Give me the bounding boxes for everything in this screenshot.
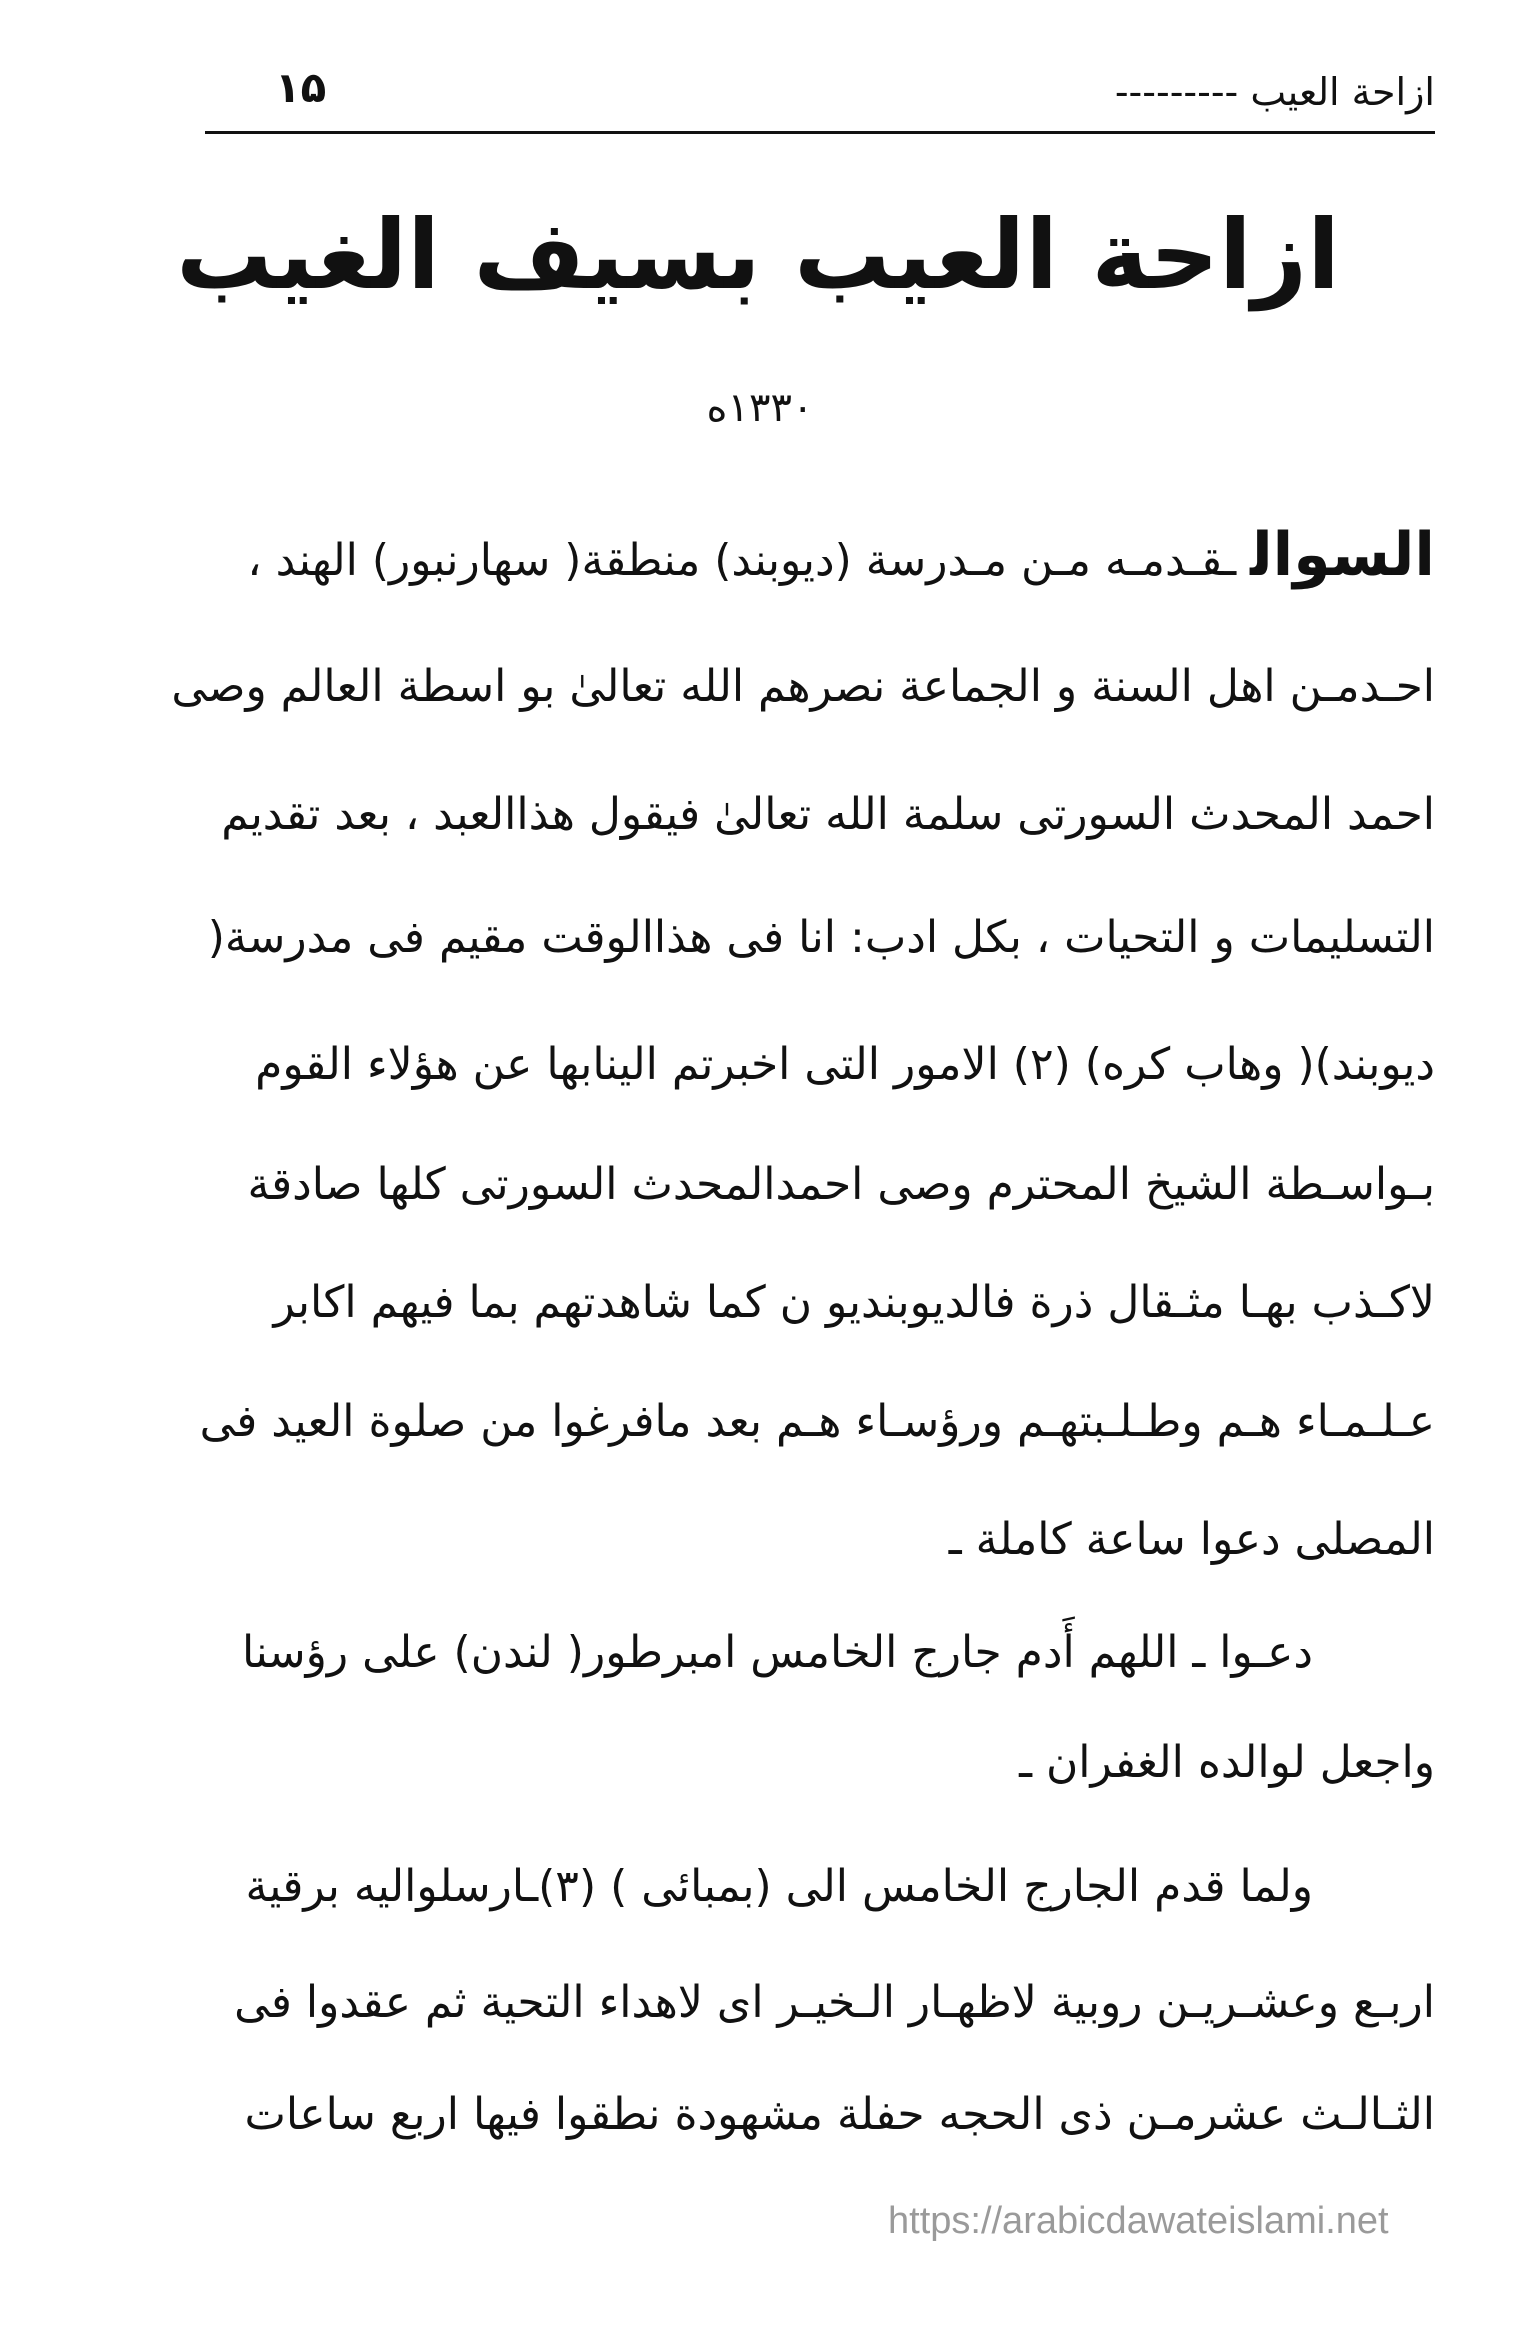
text-line-5: ديوبند)( وهاب كره) (٢) الامور التى اخبرتم الينابها عن هؤلاء القوم [255,1039,1435,1090]
page-header [205,62,1435,130]
text-line-9: المصلى دعوا ساعة كاملة ـ [948,1514,1435,1565]
text-line-4: التسليمات و التحيات ، بكل ادب: انا فى هذاالوقت مقيم فى مدرسة( [207,912,1435,963]
text-line-2: احـدمـن اهل السنة و الجماعة نصرهم الله تعالىٰ بو اسطة العالم وصى [171,661,1435,712]
page-number: ۱۵ [275,63,327,112]
text-line-3: احمد المحدث السورتى سلمة الله تعالىٰ فيقول هذاالعبد ، بعد تقديم [221,789,1435,840]
text-line-12: ولما قدم الجارج الخامس الى (بمبائى ) (٣)ـارسلواليه برقية [245,1861,1313,1912]
text-line-14: الثـالـث عشرمـن ذى الحجه حفلة مشهودة نطقوا فيها اربع ساعات [244,2089,1435,2140]
text-line-1 [247,520,1435,596]
header-rule [205,131,1435,134]
text-line-13: اربـع وعشـريـن روبية لاظهـار الـخيـر اى لاهداء التحية ثم عقدوا فى [234,1977,1435,2028]
year-hijri: ١٣٣٠ه [706,385,814,431]
question-label: السوال [1250,520,1435,590]
running-header-title: ازاحة العيب --------- [1114,70,1435,114]
line-1-text: ـقـدمـه مـن مـدرسة (ديوبند) منطقة( سهارنبور) الهند ، [247,535,1237,586]
source-url-watermark: https://arabicdawateislami.net [888,2200,1389,2242]
text-line-6: بـواسـطة الشيخ المحترم وصى احمدالمحدث السورتى كلها صادقة [247,1159,1435,1210]
text-line-7: لاكـذب بهـا مثـقال ذرة فالديوبنديو ن كما شاهدتهم بما فيهم اكابر [273,1277,1435,1328]
document-title: ازاحة العيب بسيف الغيب [176,199,1340,311]
text-line-8: عـلـمـاء هـم وطـلـبتهـم ورؤسـاء هـم بعد مافرغوا من صلوة العيد فى [199,1396,1435,1447]
text-line-10: دعـوا ـ اللهم أَدم جارج الخامس امبرطور( لندن) على رؤسنا [242,1627,1313,1678]
text-line-11: واجعل لوالده الغفران ـ [1019,1737,1435,1788]
